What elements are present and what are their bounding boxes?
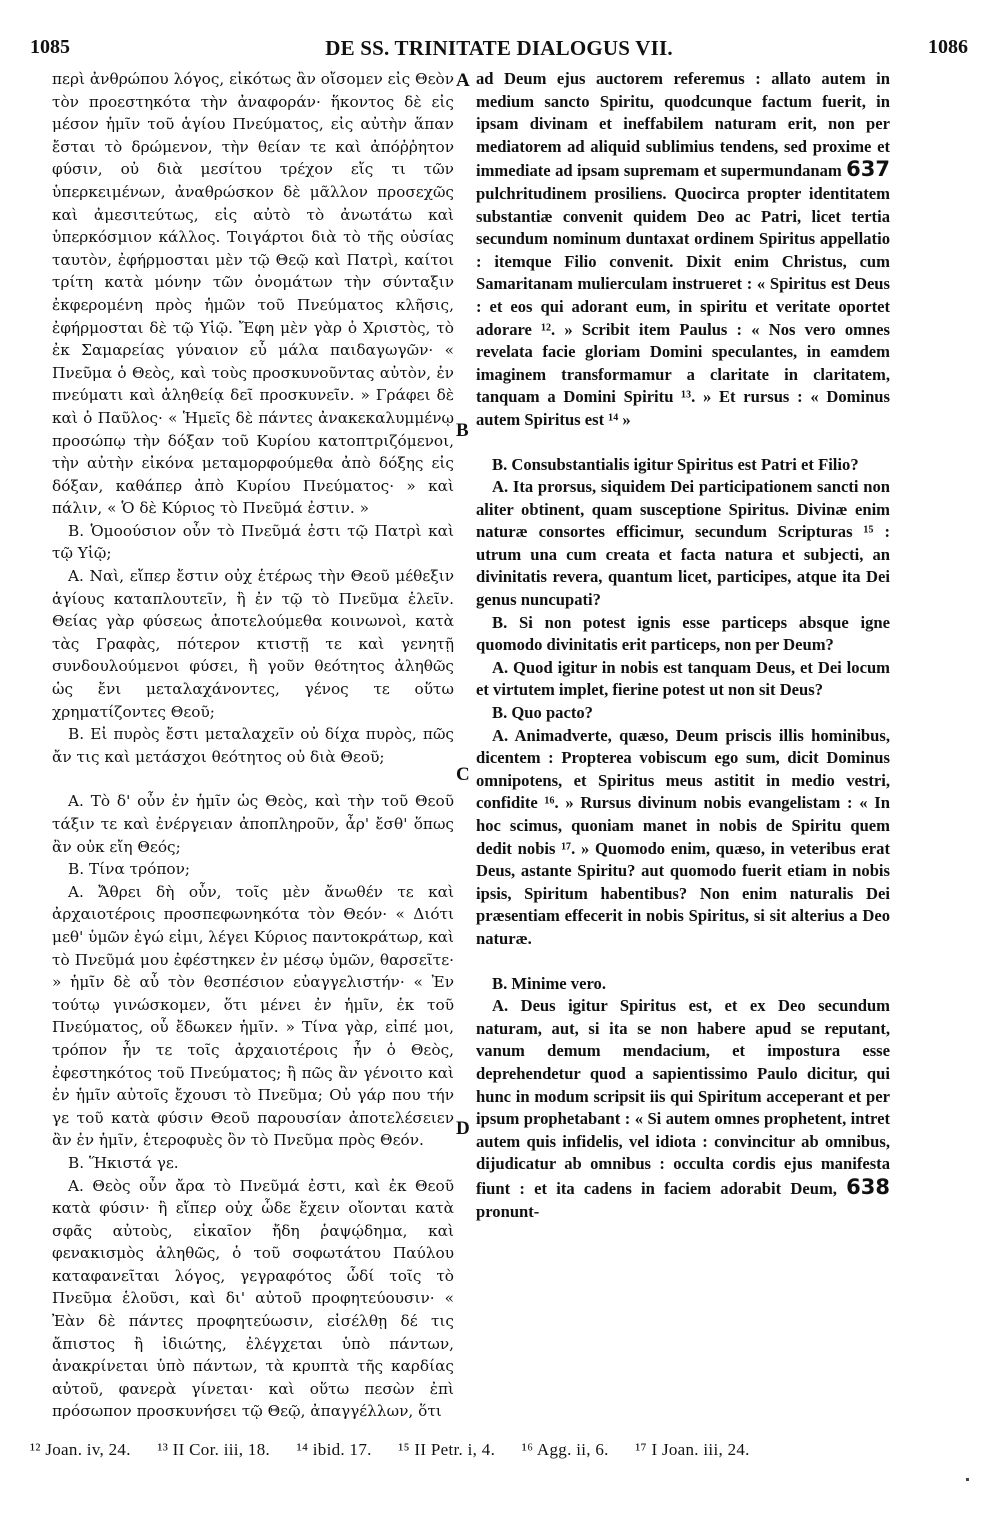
greek-paragraph: Β. Ὁμοούσιον οὖν τὸ Πνεῦμά ἐστι τῷ Πατρὶ καὶ τῷ Υἱῷ; (52, 521, 454, 563)
footnote: ¹³ II Cor. iii, 18. (157, 1440, 271, 1459)
latin-paragraph: A. Quod igitur in nobis est tanquam Deus, et Dei locum et virtutem implet, fierine potest ut non sit Deus? (476, 657, 890, 700)
margin-letter-a: A (456, 70, 470, 91)
greek-column (52, 68, 454, 1423)
spacer (476, 951, 890, 973)
margin-letter-d: D (456, 1118, 470, 1139)
footnote: ¹⁶ Agg. ii, 6. (521, 1440, 609, 1459)
greek-paragraph: Β. Ἥκιστά γε. (68, 1153, 179, 1172)
latin-paragraph: B. Consubstantialis igitur Spiritus est Patri et Filio? (492, 454, 859, 474)
running-header (30, 36, 968, 66)
column-number-637: 637 (846, 157, 890, 182)
latin-paragraph (476, 68, 890, 432)
latin-column (476, 68, 890, 1223)
greek-paragraph: Α. Ναὶ, εἴπερ ἔστιν οὐχ ἑτέρως τὴν Θεοῦ μέθεξιν ἁγίους καταπλουτεῖν, ἢ ἐν τῷ τὸ Πνεῦμα ἑλεῖν. Θείας γὰρ φύσεως ἀποτελούμεθα κοινωνοὶ, κατὰ τὰς Γραφὰς, πότερον κτιστῇ τε καὶ γενητῇ συνδουλούμενοι φύσει, ἢ γοῦν θεότητος ἀληθῶς ὡς ἔνι μεταλαχάνοντες, γένος τε οὕτω χρηματίζοντες Θεοῦ; (52, 567, 454, 721)
footnote: ¹⁴ ibid. 17. (296, 1440, 372, 1459)
footnote: ¹⁷ I Joan. iii, 24. (635, 1440, 750, 1459)
print-speck (966, 1478, 969, 1481)
latin-text: pulchritudinem prosiliens. Quocirca propter identitatem substantiæ convenit quidem Deo ac Patri, licet tertia secundum nominum duntaxat ordinem Spiritus appellatio : itemque Filio convenit. Dixit enim Christus, cum Samaritanam mulierculam instrueret : « Spiritus est Deus : et eos qui adorant eum, in spiritu et veritate oportet adorare ¹². » Scribit item Paulus : « Nos vero omnes revelata facie gloriam Domini speculantes, in eamdem imaginem transformamur a claritate in claritatem, tanquam a Domini Spiritu ¹³. » Et rursus : « Dominus autem Spiritus est ¹⁴ » (476, 183, 890, 429)
latin-text: pronunt- (476, 1201, 540, 1221)
latin-paragraph: B. Si non potest ignis esse particeps absque igne quomodo divinitatis erit particeps, non per Deum? (476, 612, 890, 655)
spacer (476, 432, 890, 454)
latin-paragraph: B. Quo pacto? (492, 703, 593, 723)
greek-paragraph: Β. Τίνα τρόπον; (68, 860, 191, 879)
right-page-number: 1086 (928, 36, 968, 58)
running-title: DE SS. TRINITATE DIALOGUS VII. (325, 36, 673, 60)
column-number-638: 638 (846, 1174, 890, 1199)
latin-paragraph: A. Ita prorsus, siquidem Dei participationem sancti non aliter obtinent, quam susceptione Spiritus. Divinæ enim naturæ consortes efficimur, secundum Scripturas ¹⁵ : utrum una cum creata et facta natura et subjecti, an divinitatis revera, quantum licet, participes, atque ita Dei genus nuncupati? (476, 477, 890, 610)
spacer (52, 768, 454, 790)
footnote: ¹⁵ II Petr. i, 4. (398, 1440, 496, 1459)
latin-paragraph: A. Animadverte, quæso, Deum priscis illis hominibus, dicentem : Propterea vobiscum ego sum, dicit Dominus omnipotens, et Spiritus meus astitit in medio vestri, confidite ¹⁶. » Rursus divinum nobis evangelistam : « In hoc scimus, quoniam manet in nobis de Spiritu quem dedit nobis ¹⁷. » Quomodo enim, quæso, in veteribus erat Deus, astante Spiritu? aut quomodo fuerit etiam in nobis ipsis, Spiritum habentibus? Non enim naturalis Dei præsentiam effecerit in nobis Spiritus, si sit alterius a Deo naturæ. (476, 725, 890, 948)
margin-letter-b: B (456, 420, 469, 441)
greek-paragraph: περὶ ἀνθρώπου λόγος, εἰκότως ἂν οἴσομεν εἰς Θεὸν τὸν προεστηκότα τὴν ἀναφοράν· ἥκοντος δὲ εἰς μέσον ἡμῖν τοῦ ἁγίου Πνεύματος, εἰς αὐτὴν ἅπαν ἔσται τὸ δρώμενον, τὴν θείαν τε καὶ ἀπόῤῥητον φύσιν, οὐ διὰ μεσίτου τρέχον εἴς τι τῶν ὑπερκειμένων, ἀναθρώσκον δὲ μᾶλλον προσεχῶς καὶ ἀμεσιτεύτως, εἰς αὐτὸ τὸ ἀνωτάτω καὶ ὑπερκόσμιον κάλλος. Τοιγάρτοι διὰ τὸ τῆς οὐσίας ταυτὸν, ἐφήρμοσται μὲν τῷ Θεῷ καὶ Πατρὶ, καίτοι τρίτη κατὰ μόνην τῶν ὀνομάτων τὴν σύνταξιν ἐκφερομένη πρὸς ἡμῶν τοῦ Πνεύματος κλῆσις, ἐφήρμοσται δὲ τῷ Υἱῷ. Ἔφη μὲν γὰρ ὁ Χριστὸς, τὸ ἐκ Σαμαρείας γύναιον εὖ μάλα παιδαγωγῶν· « Πνεῦμα ὁ Θεὸς, καὶ τοὺς προσκυνοῦντας αὐτὸν, ἐν πνεύματι καὶ ἀληθείᾳ δεῖ προσκυνεῖν. » Γράφει δὲ καὶ ὁ Παῦλος· « Ἡμεῖς δὲ πάντες ἀνακεκαλυμμένῳ προσώπῳ τὴν δόξαν τοῦ Κυρίου κατοπτριζόμενοι, τὴν αὐτὴν εἰκόνα μεταμορφούμεθα ἀπὸ δόξης εἰς δόξαν, καθάπερ ἀπὸ Κυρίου Πνεύματος· » καὶ πάλιν, « Ὁ δὲ Κύριος τὸ Πνεῦμά ἐστιν. » (52, 70, 454, 518)
latin-paragraph: B. Minime vero. (492, 973, 606, 993)
footnote: ¹² Joan. iv, 24. (30, 1440, 131, 1459)
footnotes (30, 1440, 968, 1460)
greek-paragraph: Β. Εἰ πυρὸς ἔστι μεταλαχεῖν οὐ δίχα πυρὸς, πῶς ἄν τις καὶ μετάσχοι θεότητος οὐ διὰ Θεοῦ; (52, 725, 454, 766)
latin-text: ad Deum ejus auctorem referemus : allato autem in medium sancto Spiritu, quodcunque factum fuerit, in ipsam divinam et ineffabilem naturam erit, non per mediatorem ad aliquid sublimius tendens, sed proxime et immediate ad ipsam supremam et supermundanam (476, 69, 890, 181)
greek-paragraph: Α. Τὸ δ' οὖν ἐν ἡμῖν ὡς Θεὸς, καὶ τὴν τοῦ Θεοῦ τάξιν τε καὶ ἐνέργειαν ἀποπληροῦν, ἆρ' ἔσθ' ὅπως ἂν οὐκ εἴη Θεός; (52, 792, 454, 856)
latin-text: A. Deus igitur Spiritus est, et ex Deo secundum naturam, aut, si ita se non habere apud se reputant, vanum demum mendacium, et impostura esse deprehendetur quod a sapientissimo Paulo dicitur, qui hunc in modum scripsit iis qui Spiritum acceperant et per ipsum prophetabant : « Si autem omnes prophetent, intret autem quis infidelis, vel idiota : convincitur ab omnibus, dijudicatur ab omnibus : occulta cordis ejus manifesta fiunt : et ita cadens in faciem adorabit Deum, (476, 996, 890, 1198)
margin-letter-c: C (456, 764, 470, 785)
greek-paragraph: Α. Ἄθρει δὴ οὖν, τοῖς μὲν ἄνωθέν τε καὶ ἀρχαιοτέροις προσπεφωνηκότα τὸν Θεόν· « Διότι μεθ' ὑμῶν ἐγώ εἰμι, λέγει Κύριος παντοκράτωρ, καὶ τὸ Πνεῦμά μου ἐφέστηκεν ἐν μέσῳ ὑμῶν, θαρσεῖτε· » ἡμῖν δὲ αὖ τὸν θεσπέσιον εὐαγγελιστήν· « Ἐν τούτῳ γινώσκομεν, ὅτι μένει ἐν ἡμῖν, ἐκ τοῦ Πνεύματος, οὗ ἔδωκεν ἡμῖν. » Τίνα γὰρ, εἰπέ μοι, τρόπον ἦν τε τοῖς ἀρχαιοτέροις ἦν ὁ Θεὸς, ἐφεστηκότος τοῦ Πνεύματος; ἢ πῶς ἂν γένοιτο καὶ ἐν ἡμῖν αὐτοῖς ἔχουσι τὸ Πνεῦμα; Οὐ γάρ που τήν γε τοῦ κατὰ φύσιν Θεοῦ παρουσίαν ἀποτελέσειεν ἂν ἐν ἡμῖν, ἑτεροφυὲς ὂν τὸ Πνεῦμα πρὸς Θεόν. (52, 882, 454, 1150)
greek-paragraph: Α. Θεὸς οὖν ἄρα τὸ Πνεῦμά ἐστι, καὶ ἐκ Θεοῦ κατὰ φύσιν· ἢ εἴπερ οὐχ ὧδε ἔχειν οἴονται κατὰ σφᾶς αὐτοὺς, εἰκαῖον ἤδη ῥαψῴδημα, καὶ φενακισμὸς ἀληθῶς, ὁ τοῦ σοφωτάτου Παύλου καταφανεῖται λόγος, γεγραφότος ὧδί τοῖς τὸ Πνεῦμα ἑλοῦσι, καὶ δι' αὐτοῦ προφητεύουσιν· « Ἐὰν δὲ πάντες προφητεύωσιν, εἰσέλθῃ δέ τις ἄπιστος ἢ ἰδιώτης, ἐλέγχεται ὑπὸ πάντων, ἀνακρίνεται ὑπὸ πάντων, τὰ κρυπτὰ τῆς καρδίας αὐτοῦ, φανερὰ γίνεται· καὶ οὕτω πεσὼν ἐπὶ πρόσωπον προσκυνήσει τῷ Θεῷ, ἀπαγγέλλων, ὅτι (52, 1176, 454, 1421)
latin-paragraph (476, 995, 890, 1223)
left-page-number: 1085 (30, 36, 70, 58)
